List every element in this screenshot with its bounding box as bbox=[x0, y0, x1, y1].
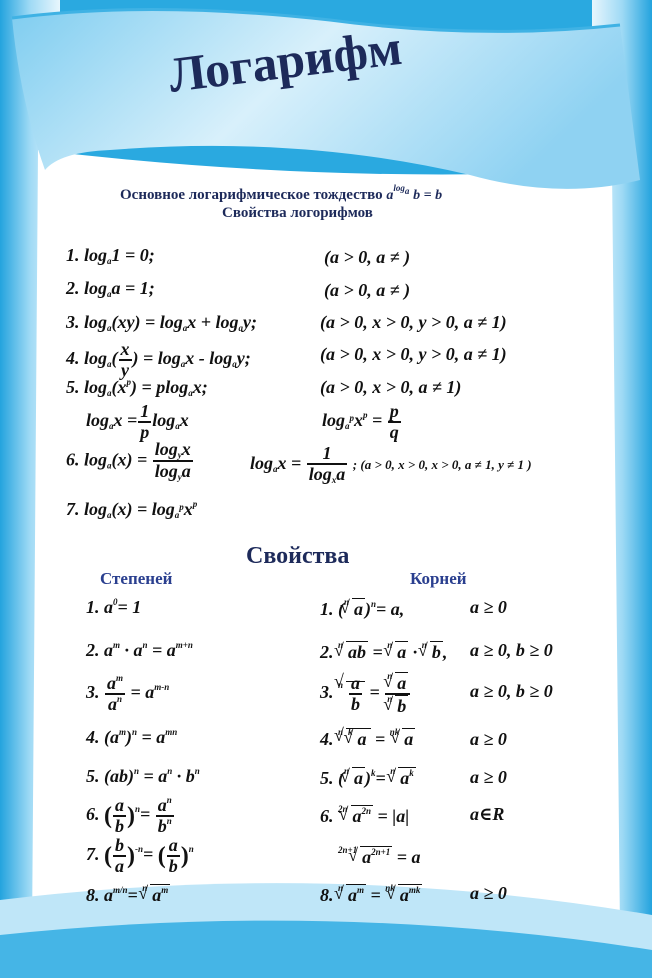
log-rule-6b: $\log_ax$ = $\frac{1}{\log_xa}$ ; (a > 0, x > 0, x > 0, a ≠ 1, y ≠ 1 ) bbox=[250, 443, 532, 485]
root-rule-8: 8. $^n$√ $a^m = ^{nk}√$ $a^{mk}$ bbox=[320, 884, 422, 904]
properties-title: Свойства bbox=[246, 543, 350, 569]
identity-heading: Основное логарифмическое тождество $a^{loga}$ b = b bbox=[120, 183, 443, 203]
log-rule-7: 7. $\log_a(x) = \log_{ap}x^p$ bbox=[66, 499, 198, 520]
power-rule-3: 3. $\frac{a^m}{a^n}$ = $a^{m-n}$ bbox=[86, 673, 170, 714]
powers-title: Степеней bbox=[100, 569, 173, 588]
log-rule-5b: $\log_ax$ = $\frac{1}{p}$ $\log_ax$ bbox=[86, 401, 189, 442]
power-rule-8: 8. $a^{m/n}= ^n√$ $a^m$ bbox=[86, 884, 170, 904]
root-rule-2: 2. $^n$√ ab = $^n$√ a · $^n$√ b , bbox=[320, 641, 447, 661]
log-rule-2: 2. $\log_aa = 1$; bbox=[66, 278, 155, 299]
root-rule-6: 6. $^{2n}$√ $a^{2n} = |a|$ bbox=[320, 805, 409, 825]
log-rule-1: 1. $\log_a1 = 0$; bbox=[66, 245, 155, 266]
identity-label: Основное логарифмическое тождество bbox=[120, 187, 383, 203]
page-title: Логарифм bbox=[165, 18, 405, 103]
root-rule-3-condition: a ≥ 0, b ≥ 0 bbox=[470, 681, 553, 701]
log-properties-subtitle: Свойства логорифмов bbox=[222, 205, 373, 221]
power-rule-5: 5. $(ab)^n = a^n \cdot b^n$ bbox=[86, 766, 200, 786]
root-rule-6-condition: a∈R bbox=[470, 804, 505, 824]
root-rule-1-condition: a ≥ 0 bbox=[470, 597, 507, 617]
log-rule-2-condition: (a > 0, a ≠ ) bbox=[324, 280, 411, 300]
root-rule-3: 3. $^n$ √ $\frac{a}{b}$ = $\frac{^n√ a}{^n√ b}$ bbox=[320, 672, 411, 716]
power-rule-1: 1. $a^0= 1$ bbox=[86, 597, 142, 617]
log-rule-4: 4. $\log_a$( $\frac{x}{y}$ ) = $\log_ax - \log_ay$; bbox=[66, 339, 251, 380]
root-rule-2-condition: a ≥ 0, b ≥ 0 bbox=[470, 640, 553, 660]
root-rule-1: 1. ($^n$√ a )$^n$= a, bbox=[320, 598, 404, 618]
log-rule-1-condition: (a > 0, a ≠ ) bbox=[324, 247, 411, 267]
log-rule-5: 5. $\log_a(x^p) = plog_ax$; bbox=[66, 377, 208, 398]
log-rule-3-condition: (a > 0, x > 0, y > 0, a ≠ 1) bbox=[320, 312, 507, 332]
power-rule-2: 2. $a^m \cdot a^n = a^{m+n}$ bbox=[86, 640, 193, 660]
power-rule-7: 7. ( $\frac{b}{a}$ )$^{-n}$= ( $\frac{a}{b}$ )$^n$ bbox=[86, 835, 194, 876]
log-rule-6: 6. $\log_a(x)$ = $\frac{\log_yx}{\log_ya}$ bbox=[66, 439, 191, 483]
identity-formula: b = b bbox=[413, 188, 443, 203]
power-rule-6: 6. ( $\frac{a}{b}$ )$^n$= $\frac{a^n}{b^n}$ bbox=[86, 795, 172, 836]
root-rule-5: 5. ($^n$√ a )$^k$= $^n$√ $a^k$ bbox=[320, 767, 416, 787]
power-rule-4: 4. $(a^m)^n = a^{mn}$ bbox=[86, 727, 178, 747]
log-rule-5c: $\log_{ap}x^p$ = $\frac{p}{q}$ bbox=[322, 401, 399, 442]
log-rule-5-condition: (a > 0, x > 0, a ≠ 1) bbox=[320, 377, 462, 397]
roots-title: Корней bbox=[410, 569, 467, 588]
root-rule-4: 4. $^n$√ $^k$√ a = $^{nk}$√ a bbox=[320, 728, 415, 748]
root-rule-4-condition: a ≥ 0 bbox=[470, 729, 507, 749]
root-rule-5-condition: a ≥ 0 bbox=[470, 767, 507, 787]
log-rule-3: 3. $\log_a(xy) = \log_ax + \log_ay$; bbox=[66, 312, 258, 333]
log-rule-4-condition: (a > 0, x > 0, y > 0, a ≠ 1) bbox=[320, 344, 507, 364]
root-rule-8-condition: a ≥ 0 bbox=[470, 883, 507, 903]
root-rule-7: $^{2n+1}$√ $a^{2n+1} = a$ bbox=[338, 846, 421, 866]
